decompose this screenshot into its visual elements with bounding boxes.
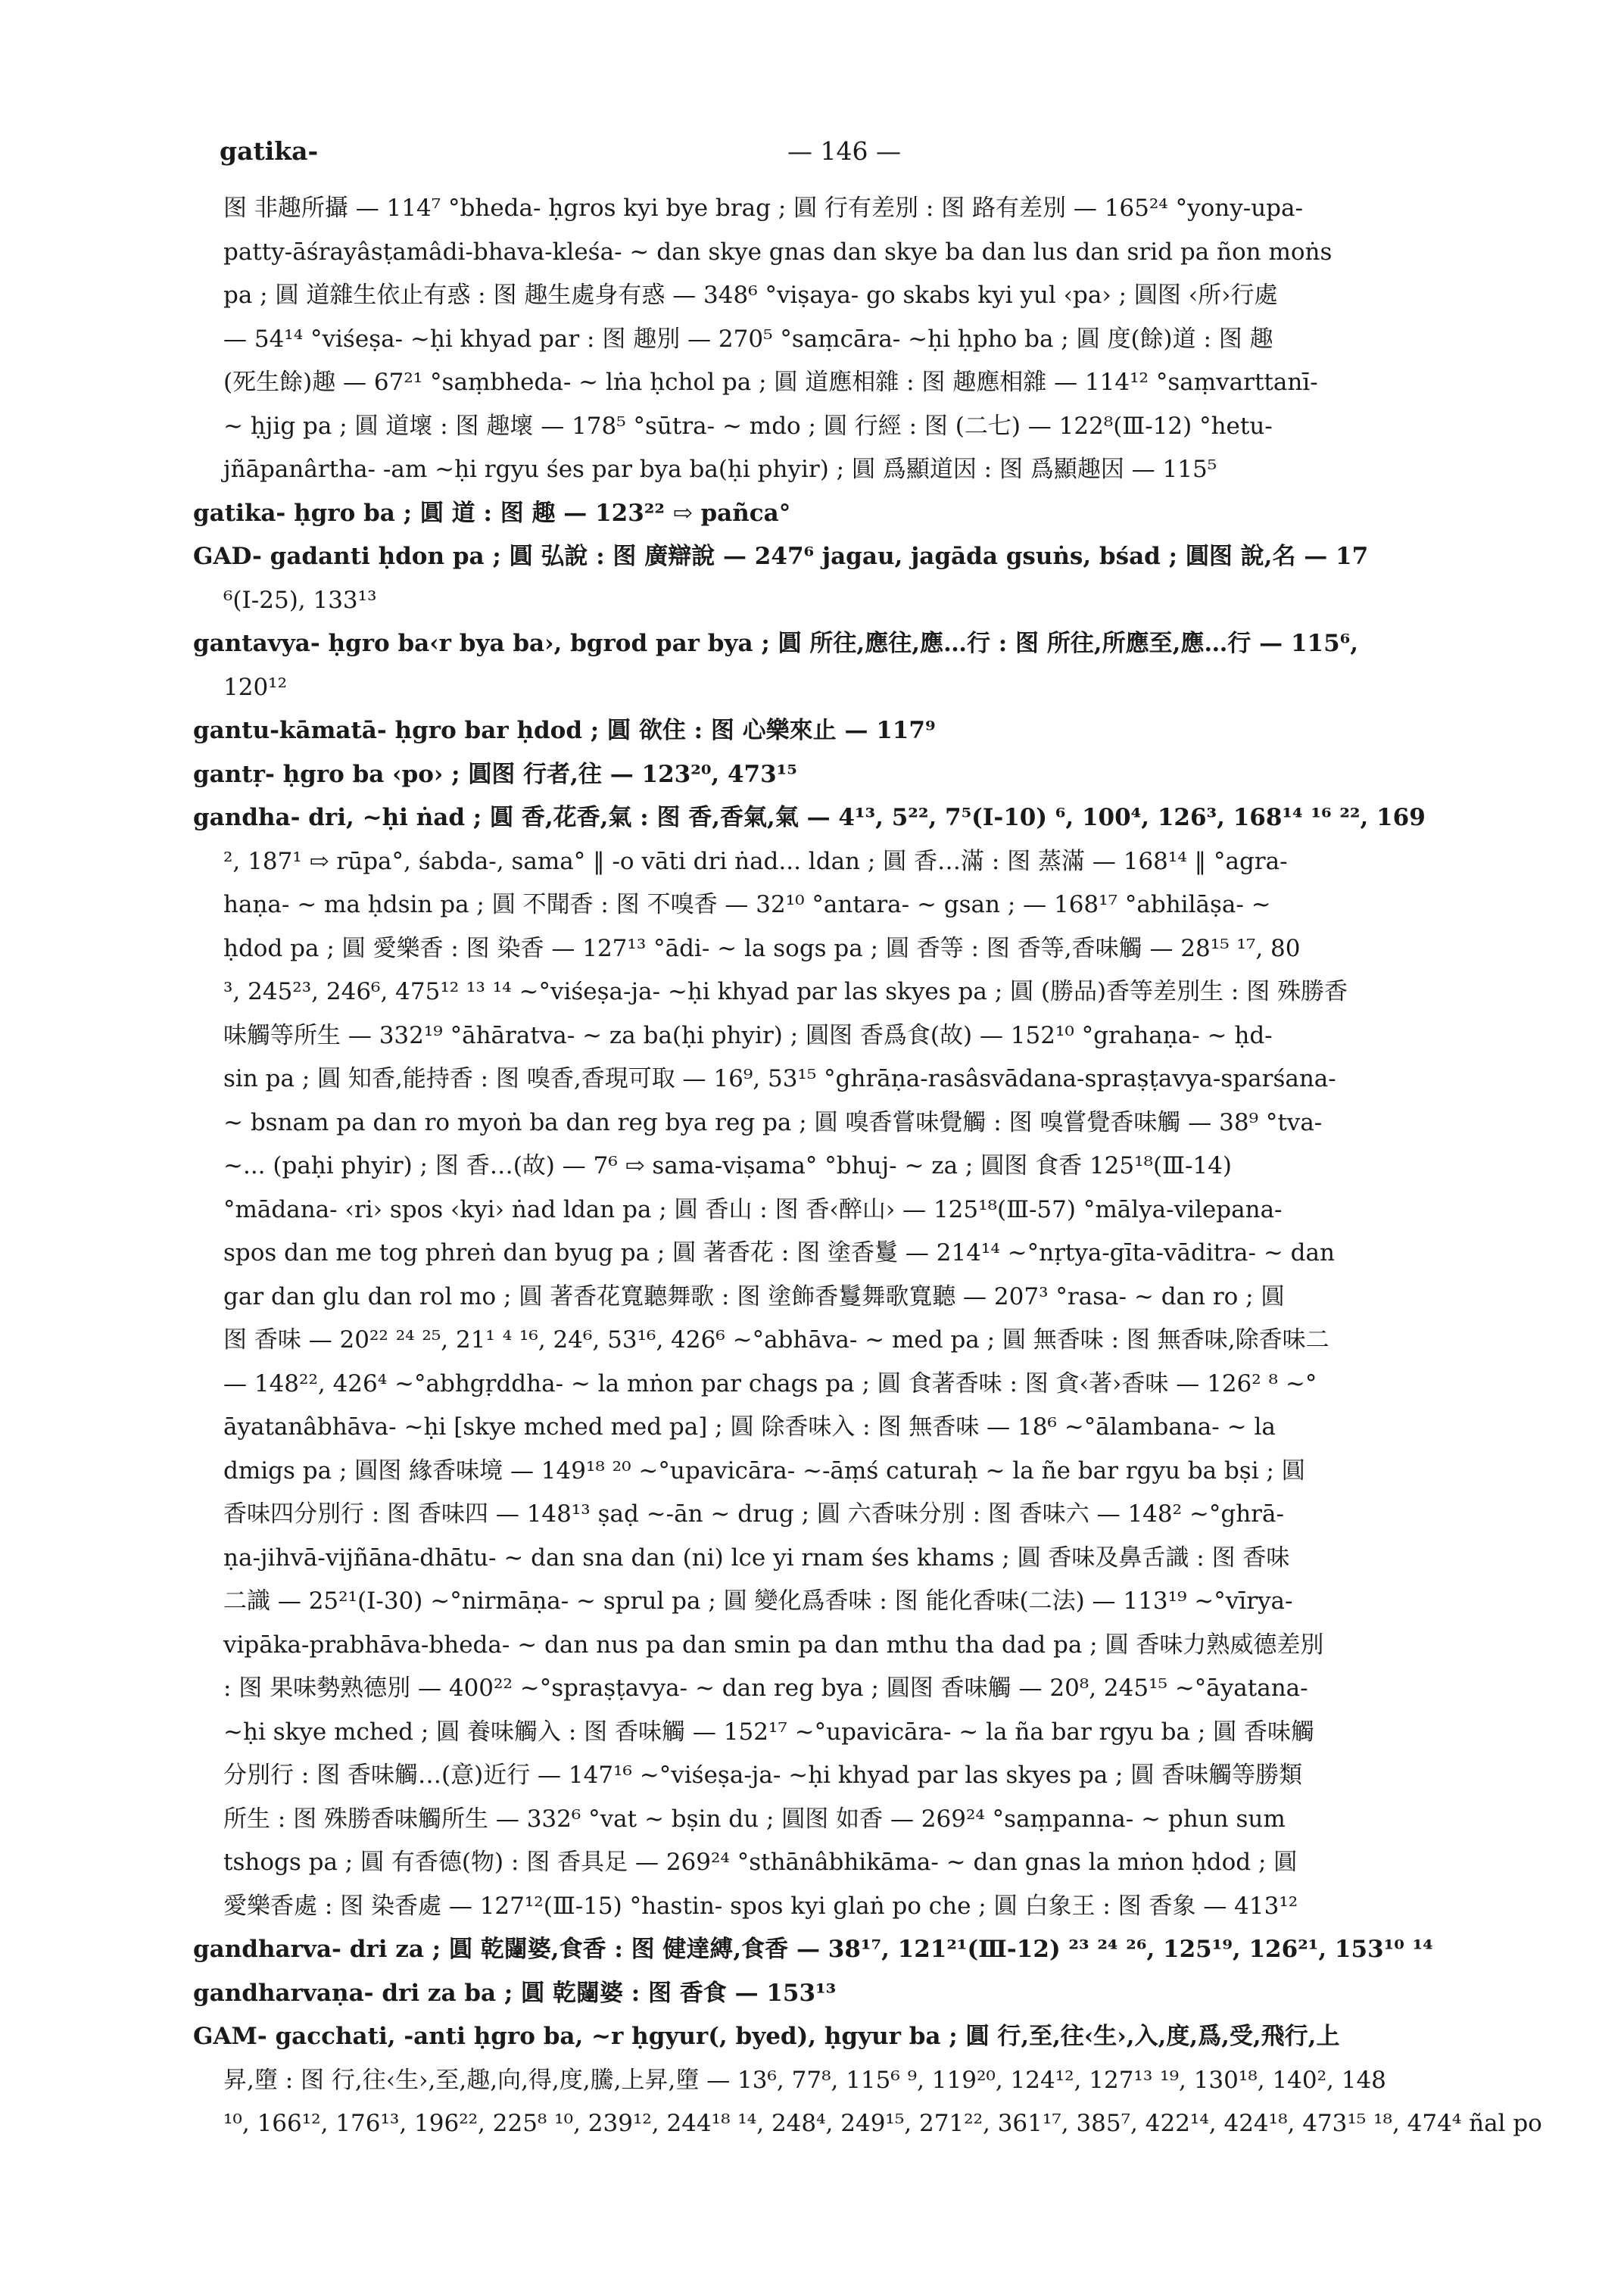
entry-line: 二識 — 25²¹(Ⅰ-30) ~°nirmāṇa- ~ sprul pa ; 圓 變化爲香味 : 图 能化香味(二法) — 113¹⁹ ~°vīrya- (223, 1587, 1293, 1615)
entry-line: gantavya- ḥgro ba‹r bya ba›, bgrod par bya ; 圓 所往,應往,應…行 : 图 所往,所應至,應…行 — 115⁶, (193, 630, 1359, 657)
entry-line: jñāpanârtha- -am ~ḥi rgyu śes par bya ba(ḥi phyir) ; 圓 爲顯道因 : 图 爲顯趣因 — 115⁵ (223, 456, 1217, 483)
entry-line: : 图 果味勢熟德別 — 400²² ~°spraṣṭavya- ~ dan reg bya ; 圓图 香味觸 — 20⁸, 245¹⁵ ~°āyatana- (223, 1675, 1308, 1702)
entry-line: gantu-kāmatā- ḥgro bar ḥdod ; 圓 欲住 : 图 心樂來止 — 117⁹ (193, 717, 936, 744)
entry-line: 所生 : 图 殊勝香味觸所生 — 332⁶ °vat ~ bṣin du ; 圓图 如香 — 269²⁴ °saṃpanna- ~ phun sum (223, 1805, 1286, 1833)
entry-line: 味觸等所生 — 332¹⁹ °āhāratva- ~ za ba(ḥi phyir) ; 圓图 香爲食(故) — 152¹⁰ °grahaṇa- ~ ḥd- (223, 1021, 1273, 1049)
entry-line: ṇa-jihvā-vijñāna-dhātu- ~ dan sna dan (ni) lce yi rnam śes khams ; 圓 香味及鼻舌識 : 图 香味 (223, 1544, 1290, 1572)
entry-line: tshogs pa ; 圓 有香德(物) : 图 香具足 — 269²⁴ °sthānâbhikāma- ~ dan gnas la mṅon ḥdod ; 圓 (223, 1849, 1298, 1876)
entry-line: 图 香味 — 20²² ²⁴ ²⁵, 21¹ ⁴ ¹⁶, 24⁶, 53¹⁶, 426⁶ ~°abhāva- ~ med pa ; 圓 無香味 : 图 無香味,除香味二 (223, 1326, 1329, 1354)
entry-line: 香味四分別行 : 图 香味四 — 148¹³ ṣaḍ ~-ān ~ drug ; 圓 六香味分別 : 图 香味六 — 148² ~°ghrā- (223, 1500, 1284, 1528)
entry-line: — 54¹⁴ °viśeṣa- ~ḥi khyad par : 图 趣別 — 270⁵ °saṃcāra- ~ḥi ḥpho ba ; 圓 度(餘)道 : 图 趣 (223, 325, 1273, 353)
entry-line: ~ bsnam pa dan ro myoṅ ba dan reg bya reg pa ; 圓 嗅香嘗味覺觸 : 图 嗅嘗覺香味觸 — 38⁹ °tva- (223, 1108, 1323, 1136)
entry-line: gatika- ḥgro ba ; 圓 道 : 图 趣 — 123²² ⇨ pañca° (193, 499, 791, 527)
running-head: gatika- (220, 136, 319, 166)
entry-line: gandharvaṇa- dri za ba ; 圓 乾闥婆 : 图 香食 — 153¹³ (193, 1979, 837, 2007)
entry-line: °mādana- ‹ri› spos ‹kyi› ṅad ldan pa ; 圓 香山 : 图 香‹醉山› — 125¹⁸(Ⅲ-57) °mālya-vilepana- (223, 1195, 1283, 1223)
entry-line: ~ ḥjig pa ; 圓 道壞 : 图 趣壞 — 178⁵ °sūtra- ~ mdo ; 圓 行經 : 图 (二七) — 122⁸(Ⅲ-12) °hetu- (223, 412, 1273, 440)
entry-line: GAM- gacchati, -anti ḥgro ba, ~r ḥgyur(, byed), ḥgyur ba ; 圓 行,至,往‹生›,入,度,爲,受,飛行,上 (193, 2023, 1340, 2050)
entry-line: gar dan glu dan rol mo ; 圓 著香花寬聽舞歌 : 图 塗飾香鬘舞歌寬聽 — 207³ °rasa- ~ dan ro ; 圓 (223, 1282, 1285, 1310)
entry-line: 愛樂香處 : 图 染香處 — 127¹²(Ⅲ-15) °hastin- spos kyi glaṅ po che ; 圓 白象王 : 图 香象 — 413¹² (223, 1892, 1298, 1920)
entry-line: 120¹² (223, 673, 288, 701)
entry-line: gandha- dri, ~ḥi ṅad ; 圓 香,花香,氣 : 图 香,香氣,氣 — 4¹³, 5²², 7⁵(Ⅰ-10) ⁶, 100⁴, 126³, 168¹⁴ ¹⁶ ²², 169 (193, 804, 1426, 831)
entry-line: gantṛ- ḥgro ba ‹po› ; 圓图 行者,往 — 123²⁰, 473¹⁵ (193, 760, 797, 788)
entry-line: ², 187¹ ⇨ rūpa°, śabda-, sama° ‖ -o vāti dri ṅad... ldan ; 圓 香…滿 : 图 蒸滿 — 168¹⁴ ‖ °agra- (223, 847, 1288, 875)
entry-line: vipāka-prabhāva-bheda- ~ dan nus pa dan smin pa dan mthu tha dad pa ; 圓 香味力熟威德差別 (223, 1631, 1324, 1659)
entry-line: dmigs pa ; 圓图 緣香味境 — 149¹⁸ ²⁰ ~°upavicāra- ~-āṃś caturaḥ ~ la ñe bar rgyu ba bṣi ; 圓 (223, 1456, 1305, 1485)
entry-line: GAD- gadanti ḥdon pa ; 圓 弘說 : 图 廣辯說 — 247⁶ jagau, jagāda gsuṅs, bśad ; 圓图 說,名 — 17 (193, 543, 1369, 570)
entry-line: haṇa- ~ ma ḥdsin pa ; 圓 不聞香 : 图 不嗅香 — 32¹⁰ °antara- ~ gsan ; — 168¹⁷ °abhilāṣa- ~ (223, 891, 1271, 918)
entry-line: — 148²², 426⁴ ~°abhgṛddha- ~ la mṅon par chags pa ; 圓 食著香味 : 图 貪‹著›香味 — 126² ⁸ ~° (223, 1369, 1317, 1397)
entry-line: ~... (paḥi phyir) ; 图 香…(故) — 7⁶ ⇨ sama-viṣama° °bhuj- ~ za ; 圓图 食香 125¹⁸(Ⅲ-14) (223, 1152, 1232, 1179)
entry-line: āyatanâbhāva- ~ḥi [skye mched med pa] ; 圓 除香味入 : 图 無香味 — 18⁶ ~°ālambana- ~ la (223, 1413, 1276, 1441)
entry-line: sin pa ; 圓 知香,能持香 : 图 嗅香,香現可取 — 16⁹, 53¹⁵ °ghrāṇa-rasâsvādana-spraṣṭavya-sparśana- (223, 1065, 1336, 1092)
entry-line: gandharva- dri za ; 圓 乾闥婆,食香 : 图 健達縛,食香 — 38¹⁷, 121²¹(Ⅲ-12) ²³ ²⁴ ²⁶, 125¹⁹, 126²¹, 153¹⁰ ¹⁴ (193, 1936, 1433, 1963)
entry-line: ³, 245²³, 246⁶, 475¹² ¹³ ¹⁴ ~°viśeṣa-ja- ~ḥi khyad par las skyes pa ; 圓 (勝品)香等差別生 : 图 殊勝香 (223, 978, 1348, 1005)
entry-line: ¹⁰, 166¹², 176¹³, 196²², 225⁸ ¹⁰, 239¹², 244¹⁸ ¹⁴, 248⁴, 249¹⁵, 271²², 361¹⁷, 385⁷, 422¹⁴, 424¹⁸, 473¹⁵ ¹⁸, 474⁴ ñal po (223, 2110, 1542, 2137)
entry-line: 昇,墮 : 图 行,往‹生›,至,趣,向,得,度,騰,上昇,墮 — 13⁶, 77⁸, 115⁶ ⁹, 119²⁰, 124¹², 127¹³ ¹⁹, 130¹⁸, 140², 148 (223, 2066, 1386, 2094)
page-number: — 146 — (787, 136, 901, 166)
entry-line: 分別行 : 图 香味觸…(意)近行 — 147¹⁶ ~°viśeṣa-ja- ~ḥi khyad par las skyes pa ; 圓 香味觸等勝類 (223, 1762, 1303, 1789)
entry-line: spos dan me tog phreṅ dan byug pa ; 圓 著香花 : 图 塗香鬘 — 214¹⁴ ~°nṛtya-gīta-vāditra- ~ dan (223, 1239, 1335, 1266)
entry-line: (死生餘)趣 — 67²¹ °saṃbheda- ~ lṅa ḥchol pa ; 圓 道應相雜 : 图 趣應相雜 — 114¹² °saṃvarttanī- (223, 369, 1318, 396)
entry-line: ḥdod pa ; 圓 愛樂香 : 图 染香 — 127¹³ °ādi- ~ la sogs pa ; 圓 香等 : 图 香等,香味觸 — 28¹⁵ ¹⁷, 80 (223, 934, 1301, 962)
entry-line: pa ; 圓 道雜生依止有惑 : 图 趣生處身有惑 — 348⁶ °viṣaya- go skabs kyi yul ‹pa› ; 圓图 ‹所›行處 (223, 282, 1278, 309)
entry-line: 图 非趣所攝 — 114⁷ °bheda- ḥgros kyi bye brag ; 圓 行有差別 : 图 路有差別 — 165²⁴ °yony-upa- (223, 195, 1303, 222)
entry-line: ~ḥi skye mched ; 圓 養味觸入 : 图 香味觸 — 152¹⁷ ~°upavicāra- ~ la ña bar rgyu ba ; 圓 香味觸 (223, 1718, 1314, 1746)
entry-line: ⁶(Ⅰ-25), 133¹³ (223, 586, 377, 614)
entry-line: patty-āśrayâsṭamâdi-bhava-kleśa- ~ dan skye gnas dan skye ba dan lus dan srid pa ñon moṅs (223, 238, 1333, 266)
